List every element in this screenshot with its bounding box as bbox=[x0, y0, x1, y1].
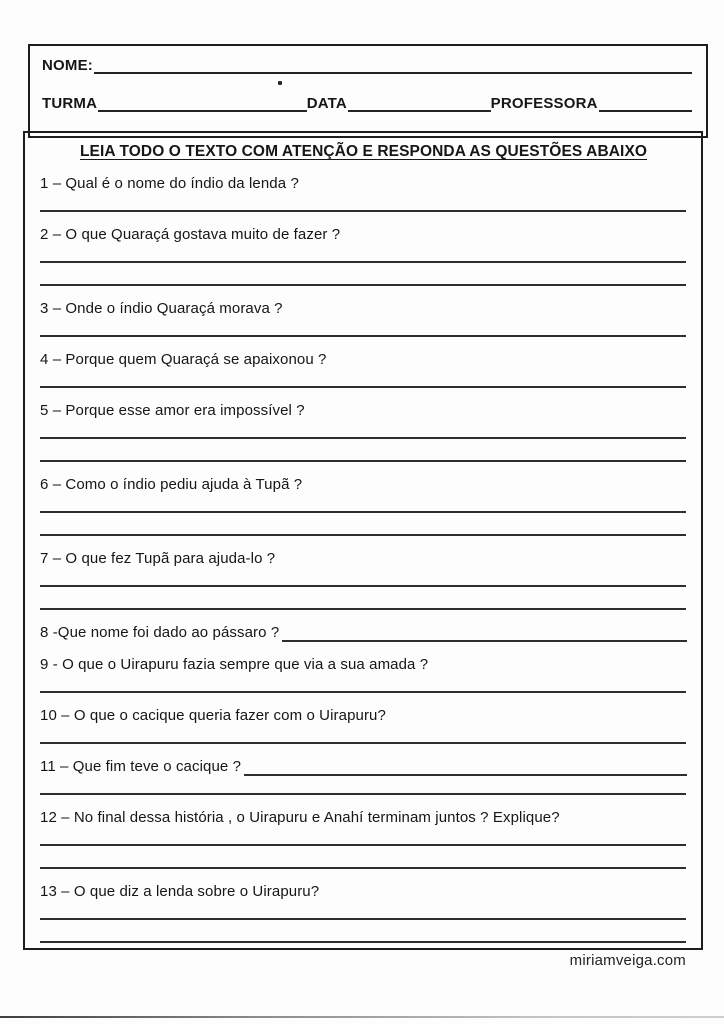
question-text: 11 – Que fim teve o cacique ? bbox=[40, 758, 242, 775]
name-blank-line bbox=[94, 57, 692, 74]
answer-line bbox=[40, 585, 686, 587]
worksheet-title: LEIA TODO O TEXTO COM ATENÇÃO E RESPONDA AS QUESTÕES ABAIXO bbox=[79, 143, 648, 160]
question bbox=[40, 623, 687, 642]
answer-line bbox=[40, 335, 686, 337]
question bbox=[40, 350, 687, 369]
question bbox=[40, 757, 687, 776]
inline-answer-line bbox=[282, 626, 687, 642]
answer-line bbox=[40, 261, 686, 263]
stray-dot-mark bbox=[278, 81, 282, 85]
question-text: 1 – Qual é o nome do índio da lenda ? bbox=[40, 175, 299, 192]
answer-line bbox=[40, 742, 686, 744]
header-row-gap bbox=[42, 74, 692, 95]
question-text: 2 – O que Quaraçá gostava muito de fazer ? bbox=[40, 226, 341, 243]
question bbox=[40, 401, 687, 420]
teacher-blank-line bbox=[599, 95, 692, 112]
answer-line bbox=[40, 918, 686, 920]
questions bbox=[40, 174, 687, 943]
question-text: 5 – Porque esse amor era impossível ? bbox=[40, 402, 305, 419]
question bbox=[40, 225, 687, 244]
question-text: 8 -Que nome foi dado ao pássaro ? bbox=[40, 624, 280, 641]
answer-line bbox=[40, 844, 686, 846]
name-row bbox=[42, 57, 692, 74]
footer-credit: miriamveiga.com bbox=[569, 952, 686, 969]
question-text: 10 – O que o cacique queria fazer com o Uirapuru? bbox=[40, 707, 386, 724]
question-text: 6 – Como o índio pediu ajuda à Tupã ? bbox=[40, 476, 303, 493]
question-text: 9 - O que o Uirapuru fazia sempre que via a sua amada ? bbox=[40, 656, 429, 673]
question-text: 13 – O que diz a lenda sobre o Uirapuru? bbox=[40, 883, 320, 900]
answer-line bbox=[40, 534, 686, 536]
answer-line bbox=[40, 941, 686, 943]
question-text: 7 – O que fez Tupã para ajuda-lo ? bbox=[40, 550, 276, 567]
question-text: 12 – No final dessa história , o Uirapuru e Anahí terminam juntos ? Explique? bbox=[40, 809, 560, 826]
answer-line bbox=[40, 608, 686, 610]
inline-answer-line bbox=[244, 760, 687, 776]
question bbox=[40, 706, 687, 725]
question bbox=[40, 475, 687, 494]
class-blank-line bbox=[98, 95, 307, 112]
question-text: 4 – Porque quem Quaraçá se apaixonou ? bbox=[40, 351, 327, 368]
answer-line bbox=[40, 284, 686, 286]
answer-line bbox=[40, 460, 686, 462]
teacher-label: PROFESSORA bbox=[490, 95, 598, 112]
question bbox=[40, 549, 687, 568]
answer-line bbox=[40, 793, 686, 795]
answer-line bbox=[40, 867, 686, 869]
question bbox=[40, 655, 687, 674]
question bbox=[40, 174, 687, 193]
date-blank-line bbox=[348, 95, 491, 112]
scan-edge-line bbox=[0, 1016, 724, 1018]
student-info-box bbox=[28, 44, 708, 138]
answer-line bbox=[40, 210, 686, 212]
questions-box bbox=[23, 131, 703, 950]
question bbox=[40, 299, 687, 318]
question bbox=[40, 882, 687, 901]
answer-line bbox=[40, 691, 686, 693]
class-date-teacher-row bbox=[42, 95, 692, 112]
name-label: NOME: bbox=[42, 57, 93, 74]
answer-line bbox=[40, 386, 686, 388]
answer-line bbox=[40, 511, 686, 513]
question bbox=[40, 808, 687, 827]
class-label: TURMA bbox=[42, 95, 98, 112]
question-text: 3 – Onde o índio Quaraçá morava ? bbox=[40, 300, 283, 317]
date-label: DATA bbox=[306, 95, 347, 112]
answer-line bbox=[40, 437, 686, 439]
